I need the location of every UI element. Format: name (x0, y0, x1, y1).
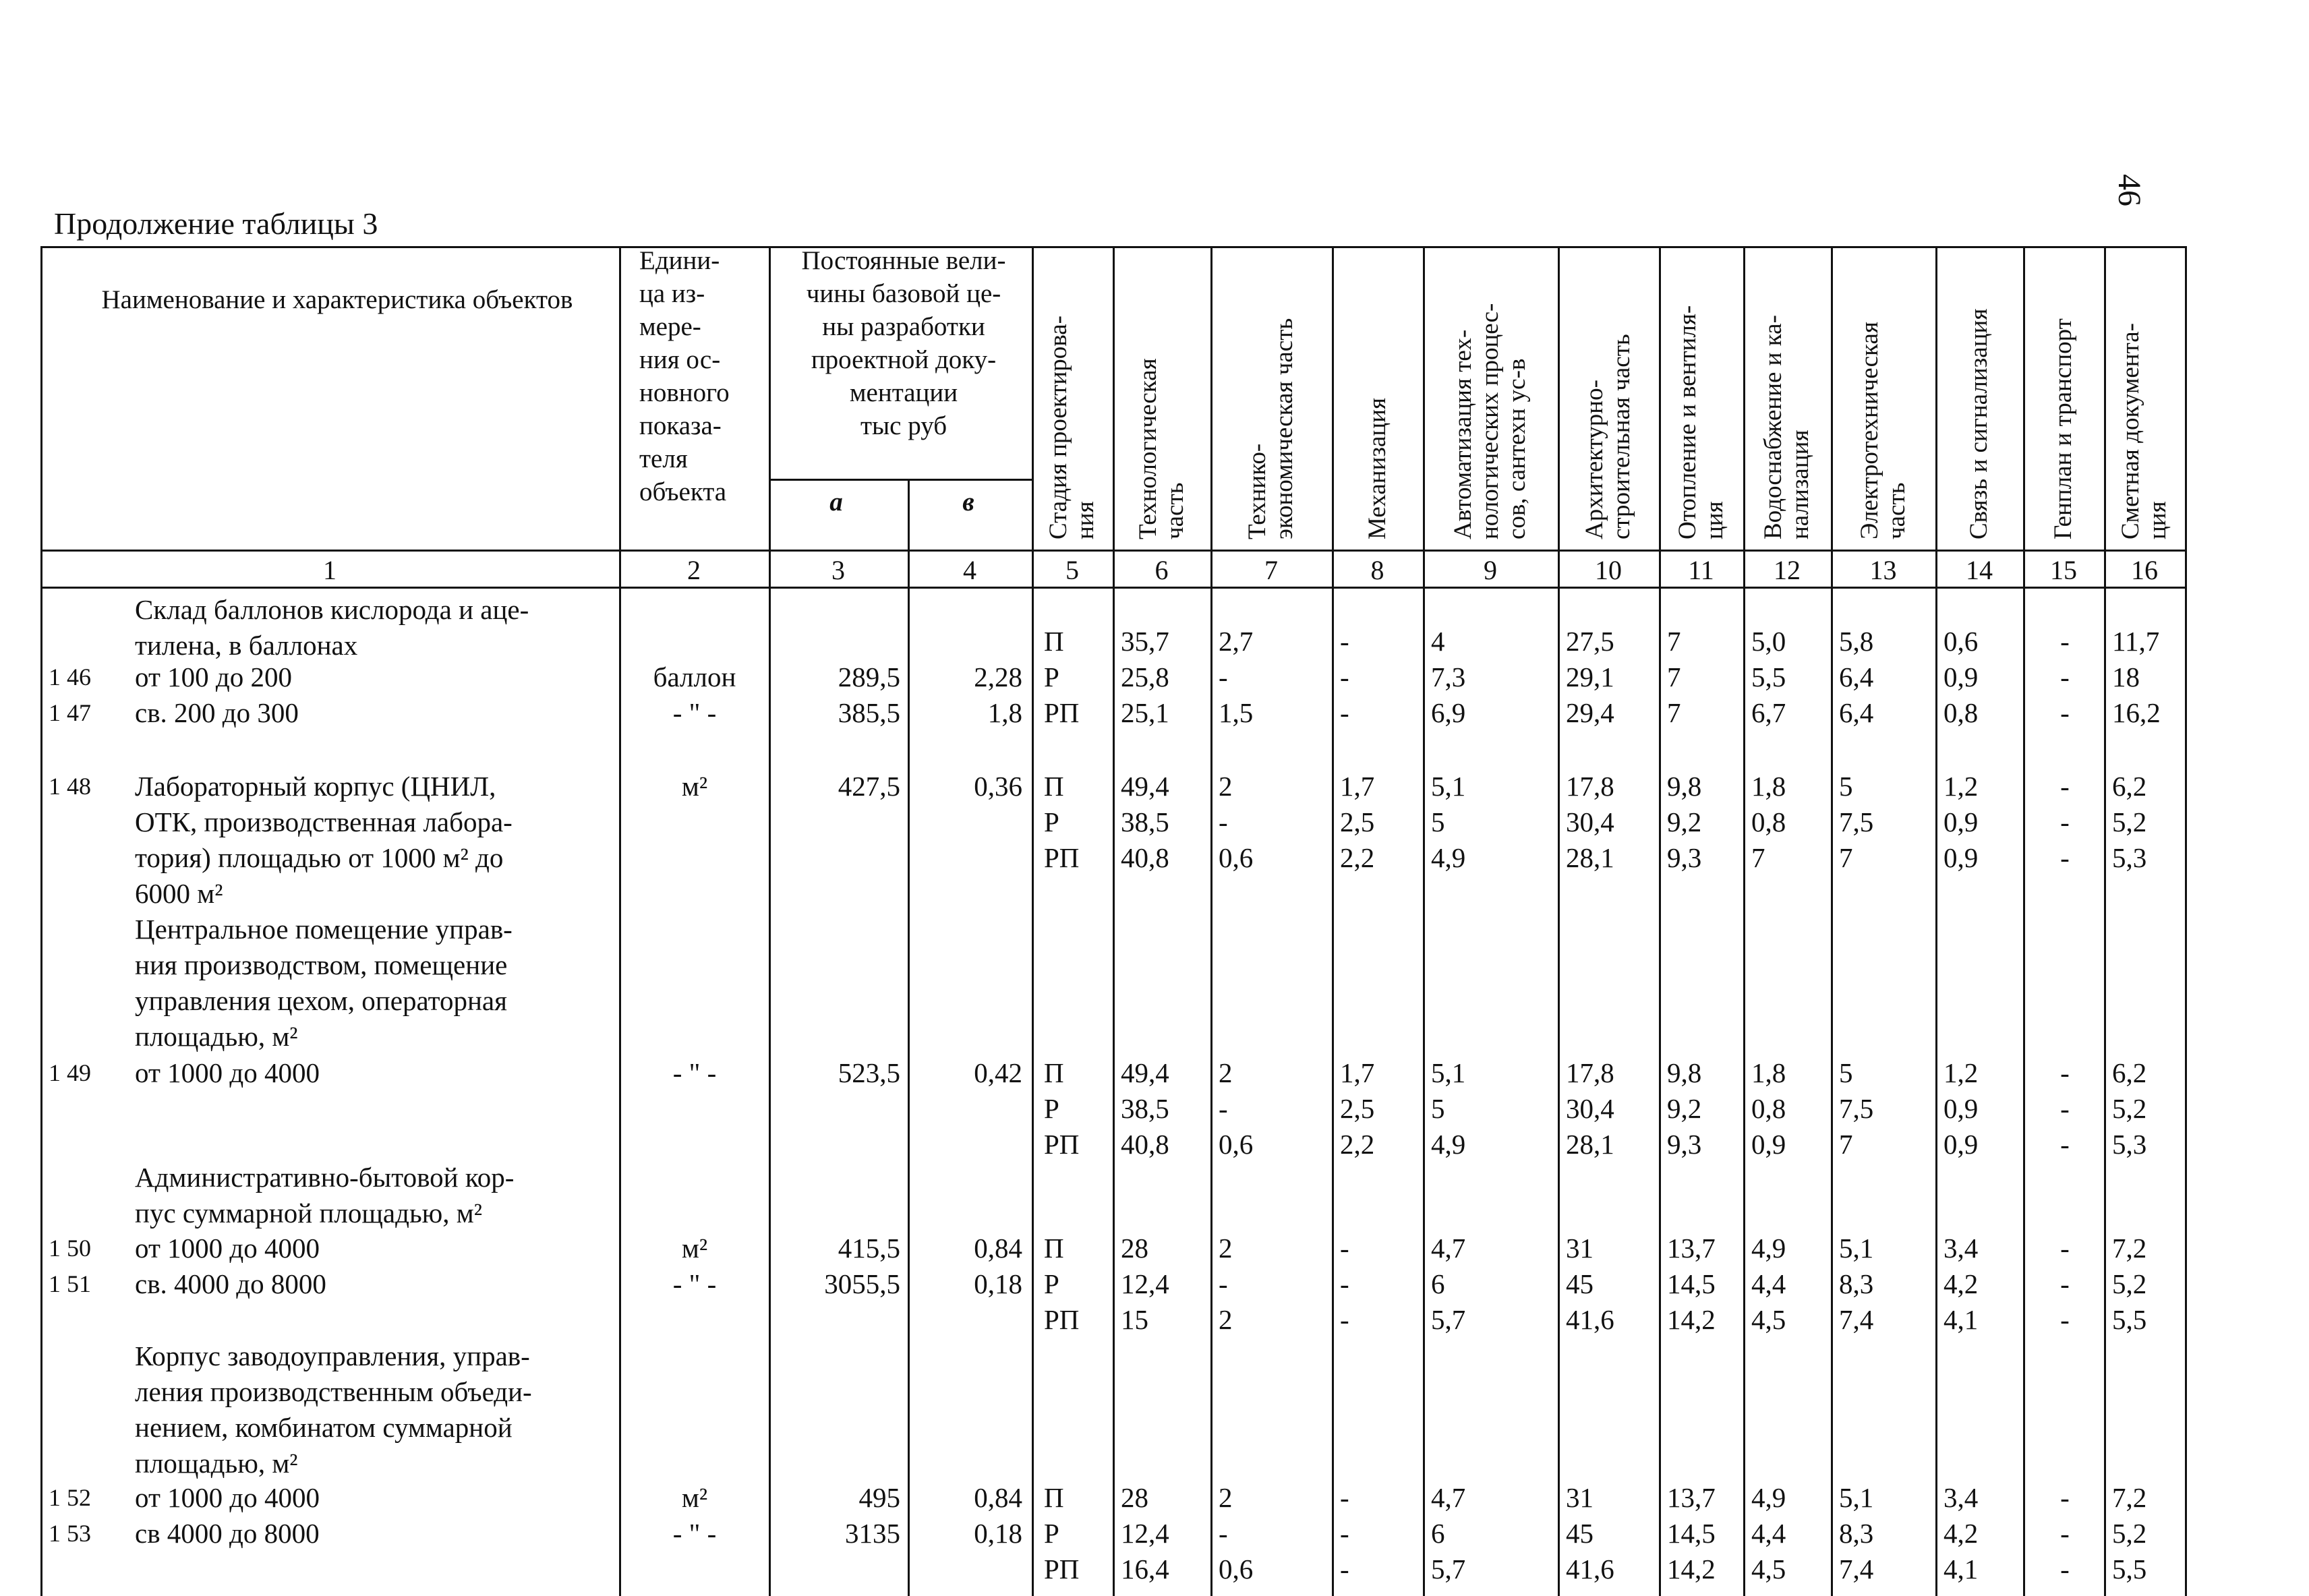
cell-col-8: - (1340, 1304, 1349, 1335)
cell-col-15: - (2060, 661, 2070, 692)
cell-col-12: 4,4 (1751, 1518, 1786, 1549)
column-number: 1 (323, 555, 337, 585)
cell-col-15: - (2060, 1093, 2070, 1124)
design-stage: Р (1044, 1268, 1059, 1299)
cell-col-10: 41,6 (1566, 1304, 1614, 1335)
cell-col-15: - (2060, 1304, 2070, 1335)
page-number: 46 (2111, 174, 2147, 206)
rotated-header-label: Генплан и транспорт (2049, 318, 2077, 539)
cell-col-13: 7 (1839, 1129, 1853, 1160)
object-description: Лабораторный корпус (ЦНИЛ, ОТК, производственная лабора- тория) площадью от 1000 м² до 6000 м² (135, 771, 513, 909)
cell-col-12: 7 (1751, 842, 1765, 873)
row-name: от 1000 до 4000 (135, 1233, 320, 1264)
cell-col-8: - (1340, 697, 1349, 728)
cell-col-7: - (1219, 661, 1228, 692)
cell-col-10: 28,1 (1566, 842, 1614, 873)
column-border (1113, 246, 1115, 1596)
row-unit: м² (681, 771, 708, 802)
cell-col-13: 8,3 (1839, 1518, 1874, 1549)
cell-col-8: 2,5 (1340, 806, 1375, 837)
cell-col-6: 35,7 (1121, 626, 1169, 657)
column-number: 15 (2050, 555, 2077, 585)
cell-col-14: 4,1 (1943, 1554, 1979, 1585)
design-stage: РП (1044, 1129, 1080, 1160)
column-border (908, 479, 910, 1596)
cell-col-12: 4,4 (1751, 1268, 1786, 1299)
column-number: 11 (1688, 555, 1714, 585)
cell-col-15: - (2060, 626, 2070, 657)
design-stage: РП (1044, 1304, 1080, 1335)
cell-col-14: 3,4 (1943, 1233, 1979, 1264)
object-description: Центральное помещение управ- ния производством, помещение управления цехом, операторная площадью, м² (135, 914, 513, 1052)
column-border (1332, 246, 1334, 1596)
cell-col-7: 2 (1219, 771, 1233, 802)
cell-col-9: 4,9 (1431, 842, 1466, 873)
rotated-header-label: Водоснабжение и ка- нализация (1759, 315, 1814, 539)
cell-col-16: 7,2 (2112, 1233, 2147, 1264)
value-a: 3055,5 (824, 1268, 900, 1299)
rotated-header-label: Механизация (1363, 397, 1391, 539)
cell-col-6: 16,4 (1121, 1554, 1169, 1585)
cell-col-7: - (1219, 1093, 1228, 1124)
design-stage: П (1044, 771, 1064, 802)
column-number: 8 (1370, 555, 1384, 585)
cell-col-12: 0,8 (1751, 806, 1786, 837)
cell-col-7: 1,5 (1219, 697, 1254, 728)
column-border (1423, 246, 1425, 1596)
cell-col-16: 5,5 (2112, 1554, 2147, 1585)
design-stage: РП (1044, 1554, 1080, 1585)
cell-col-11: 7 (1667, 661, 1681, 692)
value-b: 0,18 (974, 1268, 1022, 1299)
column-border (1935, 246, 1937, 1596)
cell-col-14: 0,9 (1943, 1129, 1979, 1160)
design-stage: Р (1044, 1518, 1059, 1549)
cell-col-16: 5,3 (2112, 1129, 2147, 1160)
rotated-header-label: Электротехническая часть (1855, 322, 1910, 539)
cell-col-16: 5,2 (2112, 1093, 2147, 1124)
cell-col-7: - (1219, 1518, 1228, 1549)
object-description: Склад баллонов кислорода и аце- тилена, в баллонах (135, 594, 529, 661)
number-row-border (40, 587, 2187, 589)
row-code: 1 52 (49, 1484, 91, 1511)
cell-col-9: 6 (1431, 1268, 1445, 1299)
cell-col-12: 1,8 (1751, 771, 1786, 802)
cell-col-10: 30,4 (1566, 1093, 1614, 1124)
column-number: 14 (1966, 555, 1993, 585)
cell-col-16: 5,2 (2112, 806, 2147, 837)
row-code: 1 49 (49, 1059, 91, 1086)
cell-col-13: 7,4 (1839, 1554, 1874, 1585)
row-name: от 1000 до 4000 (135, 1057, 320, 1088)
cell-col-16: 6,2 (2112, 771, 2147, 802)
column-border (1831, 246, 1833, 1596)
value-b: 0,84 (974, 1482, 1022, 1513)
column-number: 7 (1264, 555, 1278, 585)
cell-col-9: 4,9 (1431, 1129, 1466, 1160)
design-stage: РП (1044, 697, 1080, 728)
rotated-header-label: Архитектурно- строительная часть (1581, 334, 1635, 539)
cell-col-12: 0,9 (1751, 1129, 1786, 1160)
cell-col-10: 45 (1566, 1518, 1594, 1549)
cell-col-8: 2,2 (1340, 1129, 1375, 1160)
row-name: св. 200 до 300 (135, 697, 299, 728)
design-stage: Р (1044, 806, 1059, 837)
row-code: 1 47 (49, 699, 91, 726)
cell-col-11: 13,7 (1667, 1482, 1716, 1513)
cell-col-6: 12,4 (1121, 1268, 1169, 1299)
cell-col-10: 45 (1566, 1268, 1594, 1299)
header-sub-a: а (829, 487, 843, 516)
cell-col-15: - (2060, 1129, 2070, 1160)
header-unit: Едини- ца из- мере- ния ос- новного показа- теля объекта (639, 246, 730, 506)
cell-col-11: 7 (1667, 697, 1681, 728)
cell-col-6: 38,5 (1121, 806, 1169, 837)
cell-col-11: 9,3 (1667, 1129, 1702, 1160)
cell-col-13: 7 (1839, 842, 1853, 873)
design-stage: П (1044, 626, 1064, 657)
column-border (1558, 246, 1560, 1596)
value-b: 2,28 (974, 661, 1022, 692)
cell-col-13: 7,5 (1839, 806, 1874, 837)
cell-col-7: 2 (1219, 1304, 1233, 1335)
cell-col-14: 0,6 (1943, 626, 1979, 657)
cell-col-13: 7,4 (1839, 1304, 1874, 1335)
cell-col-13: 5 (1839, 771, 1853, 802)
column-border (619, 246, 621, 1596)
cell-col-9: 5 (1431, 806, 1445, 837)
column-number: 3 (831, 555, 845, 585)
header-name: Наименование и характеристика объектов (101, 285, 573, 314)
cell-col-10: 29,1 (1566, 661, 1614, 692)
cell-col-11: 7 (1667, 626, 1681, 657)
column-number: 4 (963, 555, 976, 585)
column-number: 10 (1595, 555, 1622, 585)
cell-col-16: 5,3 (2112, 842, 2147, 873)
cell-col-8: 1,7 (1340, 1057, 1375, 1088)
row-code: 1 51 (49, 1270, 91, 1297)
row-unit: м² (681, 1482, 708, 1513)
column-number: 6 (1154, 555, 1169, 585)
cell-col-8: 2,2 (1340, 842, 1375, 873)
cell-col-16: 5,2 (2112, 1268, 2147, 1299)
cell-col-12: 5,0 (1751, 626, 1786, 657)
cell-col-12: 6,7 (1751, 697, 1786, 728)
cell-col-14: 4,2 (1943, 1518, 1979, 1549)
row-name: св. 4000 до 8000 (135, 1268, 326, 1299)
row-unit: - " - (672, 1518, 717, 1549)
cell-col-6: 40,8 (1121, 842, 1169, 873)
cell-col-9: 4 (1431, 626, 1445, 657)
cell-col-9: 5 (1431, 1093, 1445, 1124)
cell-col-7: 2,7 (1219, 626, 1254, 657)
cell-col-15: - (2060, 1057, 2070, 1088)
object-description: Административно-бытовой кор- пус суммарной площадью, м² (135, 1162, 515, 1229)
cell-col-8: - (1340, 661, 1349, 692)
column-number: 9 (1484, 555, 1497, 585)
cell-col-8: 1,7 (1340, 771, 1375, 802)
cell-col-9: 5,1 (1431, 771, 1466, 802)
row-code: 1 48 (49, 773, 91, 800)
header-const: Постоянные вели- чины базовой це- ны разработки проектной доку- ментации тыс руб (801, 246, 1006, 440)
cell-col-11: 9,3 (1667, 842, 1702, 873)
row-code: 1 53 (49, 1520, 91, 1547)
design-stage: РП (1044, 842, 1080, 873)
design-stage: П (1044, 1057, 1064, 1088)
cell-col-16: 5,2 (2112, 1518, 2147, 1549)
cell-col-7: 2 (1219, 1057, 1233, 1088)
column-number: 5 (1065, 555, 1079, 585)
cell-col-10: 30,4 (1566, 806, 1614, 837)
cell-col-6: 28 (1121, 1482, 1148, 1513)
cell-col-7: 2 (1219, 1482, 1233, 1513)
cell-col-6: 49,4 (1121, 771, 1169, 802)
design-stage: П (1044, 1482, 1064, 1513)
row-code: 1 46 (49, 663, 91, 690)
cell-col-11: 13,7 (1667, 1233, 1716, 1264)
cell-col-9: 5,7 (1431, 1554, 1466, 1585)
cell-col-12: 5,5 (1751, 661, 1786, 692)
cell-col-9: 4,7 (1431, 1482, 1466, 1513)
cell-col-9: 7,3 (1431, 661, 1466, 692)
cell-col-8: - (1340, 1268, 1349, 1299)
cell-col-12: 0,8 (1751, 1093, 1786, 1124)
cell-col-7: 2 (1219, 1233, 1233, 1264)
cell-col-14: 0,9 (1943, 661, 1979, 692)
cell-col-13: 5 (1839, 1057, 1853, 1088)
cell-col-13: 8,3 (1839, 1268, 1874, 1299)
value-b: 0,42 (974, 1057, 1022, 1088)
cell-col-12: 1,8 (1751, 1057, 1786, 1088)
cell-col-11: 9,2 (1667, 1093, 1702, 1124)
cell-col-10: 27,5 (1566, 626, 1614, 657)
rotated-header-label: Технико- экономическая часть (1244, 318, 1298, 539)
row-name: от 1000 до 4000 (135, 1482, 320, 1513)
cell-col-15: - (2060, 1482, 2070, 1513)
value-a: 495 (858, 1482, 900, 1513)
value-a: 289,5 (838, 661, 900, 692)
cell-col-14: 1,2 (1943, 1057, 1979, 1088)
rotated-header-label: Технологическая часть (1134, 358, 1189, 539)
cell-col-7: 0,6 (1219, 1129, 1254, 1160)
cell-col-11: 14,5 (1667, 1268, 1716, 1299)
cell-col-7: - (1219, 806, 1228, 837)
cell-col-6: 40,8 (1121, 1129, 1169, 1160)
cell-col-11: 14,2 (1667, 1304, 1716, 1335)
column-number: 16 (2131, 555, 2158, 585)
cell-col-14: 3,4 (1943, 1482, 1979, 1513)
cell-col-9: 5,7 (1431, 1304, 1466, 1335)
object-description: Корпус заводоуправления, управ- ления производственным объеди- нением, комбинатом суммарной площадью, м² (135, 1340, 532, 1479)
header-sub-b: в (962, 487, 974, 516)
cell-col-15: - (2060, 1233, 2070, 1264)
cell-col-15: - (2060, 1554, 2070, 1585)
column-border (2185, 246, 2187, 1596)
column-border (2104, 246, 2106, 1596)
column-border (40, 246, 42, 1596)
cell-col-11: 14,2 (1667, 1554, 1716, 1585)
value-a: 385,5 (838, 697, 900, 728)
cell-col-10: 31 (1566, 1233, 1594, 1264)
cell-col-14: 0,9 (1943, 842, 1979, 873)
cell-col-13: 7,5 (1839, 1093, 1874, 1124)
column-border (1659, 246, 1661, 1596)
value-a: 415,5 (838, 1233, 900, 1264)
cell-col-15: - (2060, 1518, 2070, 1549)
cell-col-12: 4,9 (1751, 1233, 1786, 1264)
cell-col-15: - (2060, 842, 2070, 873)
value-a: 523,5 (838, 1057, 900, 1088)
cell-col-15: - (2060, 771, 2070, 802)
cell-col-10: 28,1 (1566, 1129, 1614, 1160)
value-b: 0,18 (974, 1518, 1022, 1549)
cell-col-13: 6,4 (1839, 661, 1874, 692)
table-top-border (40, 246, 2187, 248)
value-b: 0,36 (974, 771, 1022, 802)
cell-col-6: 15 (1121, 1304, 1148, 1335)
row-code: 1 50 (49, 1235, 91, 1262)
cell-col-6: 49,4 (1121, 1057, 1169, 1088)
cell-col-14: 1,2 (1943, 771, 1979, 802)
row-unit: баллон (653, 661, 736, 692)
design-stage: П (1044, 1233, 1064, 1264)
cell-col-15: - (2060, 1268, 2070, 1299)
cell-col-8: - (1340, 626, 1349, 657)
column-number: 12 (1774, 555, 1801, 585)
cell-col-6: 12,4 (1121, 1518, 1169, 1549)
cell-col-10: 31 (1566, 1482, 1594, 1513)
column-border (1032, 246, 1034, 1596)
rotated-header-label: Автоматизация тех- нологических процес- сов, сантехн ус-в (1449, 303, 1531, 539)
subheader-border (769, 479, 1032, 481)
cell-col-11: 9,8 (1667, 1057, 1702, 1088)
cell-col-8: - (1340, 1233, 1349, 1264)
cell-col-11: 14,5 (1667, 1518, 1716, 1549)
cell-col-8: 2,5 (1340, 1093, 1375, 1124)
row-unit: - " - (672, 1268, 717, 1299)
cell-col-16: 5,5 (2112, 1304, 2147, 1335)
header-bottom-border (40, 550, 2187, 552)
cell-col-12: 4,9 (1751, 1482, 1786, 1513)
column-border (1210, 246, 1212, 1596)
rotated-header-label: Сметная документа- ция (2117, 323, 2171, 539)
cell-col-15: - (2060, 806, 2070, 837)
cell-col-16: 7,2 (2112, 1482, 2147, 1513)
cell-col-15: - (2060, 697, 2070, 728)
cell-col-9: 6 (1431, 1518, 1445, 1549)
column-border (1743, 246, 1745, 1596)
rotated-header-label: Отопление и вентиля- ция (1673, 305, 1728, 539)
cell-col-14: 0,9 (1943, 806, 1979, 837)
cell-col-13: 6,4 (1839, 697, 1874, 728)
column-number: 2 (687, 555, 701, 585)
cell-col-11: 9,2 (1667, 806, 1702, 837)
value-a: 3135 (845, 1518, 900, 1549)
cell-col-10: 17,8 (1566, 771, 1614, 802)
cell-col-14: 0,8 (1943, 697, 1979, 728)
column-border (2023, 246, 2025, 1596)
cell-col-12: 4,5 (1751, 1554, 1786, 1585)
cell-col-7: - (1219, 1268, 1228, 1299)
cell-col-10: 29,4 (1566, 697, 1614, 728)
row-unit: - " - (672, 1057, 717, 1088)
cell-col-9: 6,9 (1431, 697, 1466, 728)
cell-col-12: 4,5 (1751, 1304, 1786, 1335)
value-b: 0,84 (974, 1233, 1022, 1264)
cell-col-13: 5,1 (1839, 1482, 1874, 1513)
cell-col-16: 6,2 (2112, 1057, 2147, 1088)
cell-col-10: 17,8 (1566, 1057, 1614, 1088)
design-stage: Р (1044, 1093, 1059, 1124)
value-a: 427,5 (838, 771, 900, 802)
cell-col-16: 18 (2112, 661, 2140, 692)
cell-col-11: 9,8 (1667, 771, 1702, 802)
value-b: 1,8 (987, 697, 1022, 728)
cell-col-6: 25,1 (1121, 697, 1169, 728)
row-name: от 100 до 200 (135, 661, 292, 692)
row-name: св 4000 до 8000 (135, 1518, 320, 1549)
cell-col-10: 41,6 (1566, 1554, 1614, 1585)
design-stage: Р (1044, 661, 1059, 692)
cell-col-8: - (1340, 1518, 1349, 1549)
cell-col-7: 0,6 (1219, 842, 1254, 873)
row-unit: м² (681, 1233, 708, 1264)
cell-col-14: 0,9 (1943, 1093, 1979, 1124)
cell-col-14: 4,1 (1943, 1304, 1979, 1335)
cell-col-6: 38,5 (1121, 1093, 1169, 1124)
rotated-header-label: Стадия проектирова- ния (1045, 316, 1099, 539)
cell-col-16: 16,2 (2112, 697, 2161, 728)
cell-col-9: 4,7 (1431, 1233, 1466, 1264)
cell-col-14: 4,2 (1943, 1268, 1979, 1299)
cell-col-13: 5,8 (1839, 626, 1874, 657)
cell-col-7: 0,6 (1219, 1554, 1254, 1585)
column-number: 13 (1869, 555, 1897, 585)
row-unit: - " - (672, 697, 717, 728)
cell-col-13: 5,1 (1839, 1233, 1874, 1264)
cell-col-16: 11,7 (2112, 626, 2160, 657)
cell-col-8: - (1340, 1482, 1349, 1513)
cell-col-6: 28 (1121, 1233, 1148, 1264)
cell-col-8: - (1340, 1554, 1349, 1585)
cell-col-9: 5,1 (1431, 1057, 1466, 1088)
rotated-header-label: Связь и сигнализация (1965, 308, 1993, 539)
cell-col-6: 25,8 (1121, 661, 1169, 692)
continuation-title: Продолжение таблицы 3 (54, 206, 378, 241)
